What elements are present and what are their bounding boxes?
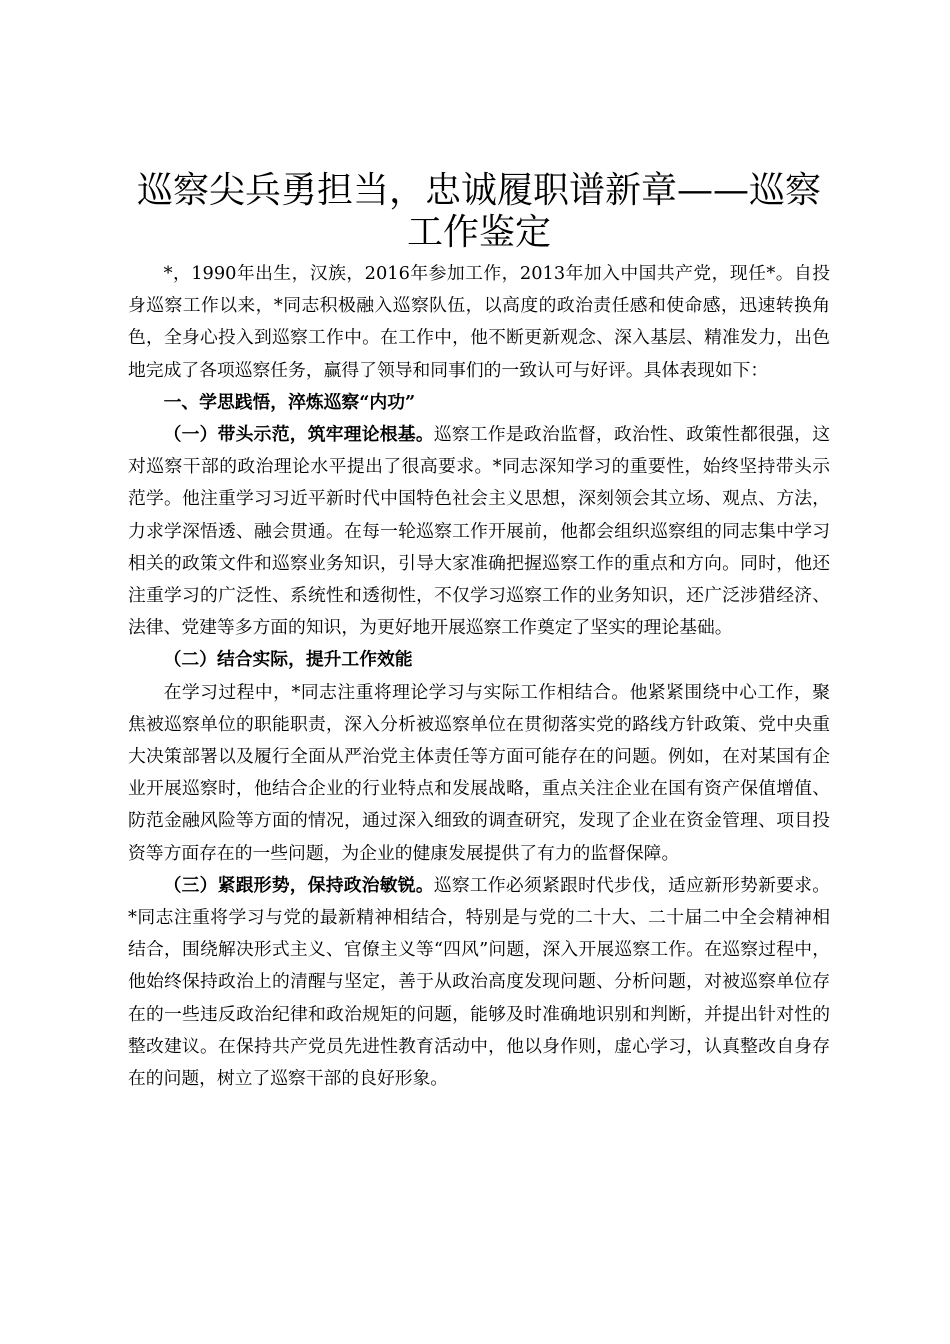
subsection-3-body: 巡察工作必须紧跟时代步伐，适应新形势新要求。*同志注重将学习与党的最新精神相结合，特别是与党的二十大、二十届二中全会精神相结合，围绕解决形式主义、官僚主义等“四风”问题，深入开展巡察工作。在巡察过程中，他始终保持政治上的清醒与坚定，善于从政治高度发现问题、分析问题，对被巡察单位存在的一些违反政治纪律和政治规矩的问题，能够及时准确地识别和判断，并提出针对性的整改建议。在保持共产党员先进性教育活动中，他以身作则，虚心学习，认真整改自身存在的问题，树立了巡察干部的良好形象。 — [128, 874, 830, 1090]
subsection-2-heading: （二）结合实际，提升工作效能 — [163, 649, 413, 671]
document-page — [128, 170, 830, 1095]
subsection-1-body: 巡察工作是政治监督，政治性、政策性都很强，这对巡察干部的政治理论水平提出了很高要求。*同志深知学习的重要性，始终坚持带头示范学。他注重学习习近平新时代中国特色社会主义思想，深刻领会其立场、观点、方法，力求学深悟透、融会贯通。在每一轮巡察工作开展前，他都会组织巡察组的同志集中学习相关的政策文件和巡察业务知识，引导大家准确把握巡察工作的重点和方向。同时，他还注重学习的广泛性、系统性和透彻性，不仅学习巡察工作的业务知识，还广泛涉猎经济、法律、党建等多方面的知识，为更好地开展巡察工作奠定了坚实的理论基础。 — [128, 424, 830, 639]
subsection-3-paragraph — [128, 870, 830, 1095]
subsection-2-paragraph: 在学习过程中，*同志注重将理论学习与实际工作相结合。他紧紧围绕中心工作，聚焦被巡察单位的职能职责，深入分析被巡察单位在贯彻落实党的路线方针政策、党中央重大决策部署以及履行全面从严治党主体责任等方面可能存在的问题。例如，在对某国有企业开展巡察时，他结合企业的行业特点和发展战略，重点关注企业在国有资产保值增值、防范金融风险等方面的情况，通过深入细致的调查研究，发现了企业在资金管理、项目投资等方面存在的一些问题，为企业的健康发展提供了有力的监督保障。 — [128, 681, 830, 864]
intro-paragraph: *，1990年出生，汉族，2016年参加工作，2013年加入中国共产党，现任*。自投身巡察工作以来，*同志积极融入巡察队伍，以高度的政治责任感和使命感，迅速转换角色，全身心投入到巡察工作中。在工作中，他不断更新观念、深入基层、精准发力，出色地完成了各项巡察任务，赢得了领导和同事们的一致认可与好评。具体表现如下： — [128, 263, 830, 381]
document-title: 巡察尖兵勇担当，忠诚履职谱新章——巡察工作鉴定 — [136, 170, 821, 253]
subsection-3-lead: （三）紧跟形势，保持政治敏锐。 — [163, 874, 434, 896]
subsection-1-lead: （一）带头示范，筑牢理论根基。 — [163, 424, 434, 446]
section-heading-1: 一、学思践悟，淬炼巡察“内功” — [163, 391, 416, 413]
subsection-1-paragraph — [128, 419, 830, 644]
